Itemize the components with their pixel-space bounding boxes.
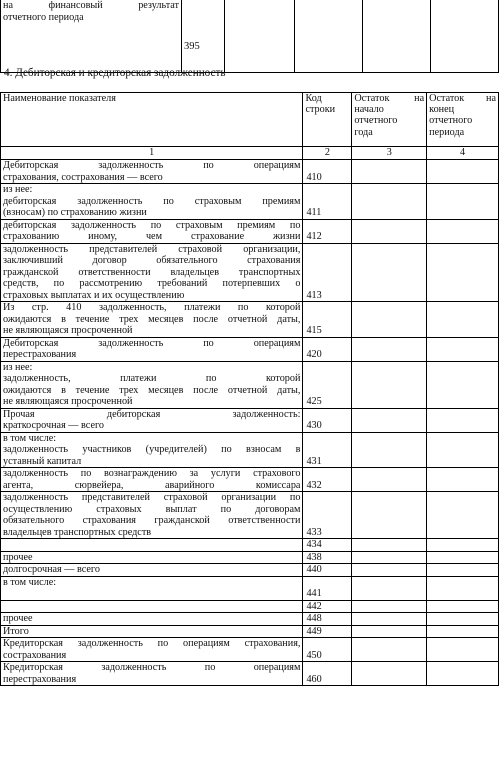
row-label-line: Кредиторская задолженность по операциям страхования, <box>3 638 301 649</box>
balance-end-cell[interactable] <box>427 564 499 577</box>
balance-end-cell[interactable] <box>427 638 499 662</box>
header-line: отчетного <box>354 115 398 127</box>
balance-start-cell[interactable] <box>352 361 427 408</box>
row-code: 412 <box>303 219 352 243</box>
balance-start-cell[interactable] <box>352 219 427 243</box>
row-label-line: в том числе: <box>3 432 57 444</box>
balance-end-cell[interactable] <box>427 302 499 338</box>
row-code: 438 <box>303 551 352 564</box>
row-label-line: из нее: <box>3 184 33 195</box>
table-row <box>1 468 499 492</box>
row-label-line: Дебиторская задолженность по операциям <box>3 160 301 171</box>
row-label-line: дебиторская задолженность по страховым премиям <box>3 195 301 207</box>
row-label-line: (взносам) по страхованию жизни <box>3 207 147 218</box>
row-label <box>1 662 303 686</box>
row-label-line: сострахования <box>3 649 67 661</box>
label-line <box>3 0 179 12</box>
row-label <box>1 625 303 638</box>
label-line: отчетного периода <box>3 11 84 23</box>
table-row <box>1 662 499 686</box>
value-cell[interactable] <box>363 0 431 73</box>
row-label-line: агента, сюрвейера, аварийного комиссара <box>3 479 301 491</box>
balance-end-cell[interactable] <box>427 662 499 686</box>
column-number: 2 <box>303 147 352 160</box>
row-code: 413 <box>303 243 352 302</box>
balance-start-cell[interactable] <box>352 662 427 686</box>
row-label-line: не являющаяся просроченной <box>3 325 133 336</box>
row-code: 432 <box>303 468 352 492</box>
header-line: Остаток на <box>354 93 425 104</box>
row-label <box>1 492 303 539</box>
row-label-line: осуществлению страховых выплат по договорам <box>3 503 301 515</box>
header-row <box>1 93 499 147</box>
table-row <box>1 243 499 302</box>
row-label-line: Прочая дебиторская задолженность: <box>3 408 301 420</box>
balance-start-cell[interactable] <box>352 492 427 539</box>
balance-end-cell[interactable] <box>427 576 499 600</box>
row-code: 420 <box>303 337 352 361</box>
header-line: строки <box>305 104 336 116</box>
label-word: финансовый <box>48 0 103 11</box>
table-row <box>1 432 499 468</box>
column-number: 3 <box>352 147 427 160</box>
row-label <box>1 551 303 564</box>
header-line: Остаток на <box>429 93 496 104</box>
value-cell[interactable] <box>431 0 499 73</box>
header-line: периода <box>429 126 465 138</box>
balance-end-cell[interactable] <box>427 492 499 539</box>
previous-table-fragment <box>0 0 499 73</box>
row-label-line: страховых выплатах и их осуществлению <box>3 289 185 301</box>
table-row <box>1 337 499 361</box>
table-row <box>1 492 499 539</box>
row-label-line: ожидаются в течение трех месяцев после отчетной даты, <box>3 313 301 325</box>
row-label-line <box>3 601 300 613</box>
table-row <box>1 564 499 577</box>
row-code: 410 <box>303 160 352 184</box>
balance-start-cell[interactable] <box>352 468 427 492</box>
row-code: 431 <box>303 432 352 468</box>
balance-start-cell[interactable] <box>352 576 427 600</box>
header-line: отчетного <box>429 115 473 127</box>
table-row <box>1 576 499 600</box>
balance-start-cell[interactable] <box>352 625 427 638</box>
row-label <box>1 160 303 184</box>
row-label-line: гражданской ответственности владельцев транспортных <box>3 266 301 278</box>
row-code: 450 <box>303 638 352 662</box>
row-label-line <box>3 539 300 551</box>
balance-end-cell[interactable] <box>427 613 499 626</box>
table-row <box>1 551 499 564</box>
row-code: 433 <box>303 492 352 539</box>
table-row <box>1 638 499 662</box>
balance-end-cell[interactable] <box>427 539 499 552</box>
balance-end-cell[interactable] <box>427 337 499 361</box>
row-label <box>1 219 303 243</box>
table-row <box>1 361 499 408</box>
row-code: 440 <box>303 564 352 577</box>
row-label <box>1 408 303 432</box>
row-label <box>1 613 303 626</box>
header-indicator-name: Наименование показателя <box>1 93 303 147</box>
balance-start-cell[interactable] <box>352 551 427 564</box>
row-label-line: Из стр. 410 задолженность, платежи по которой <box>3 302 301 313</box>
row-label-line: страхования, сострахования — всего <box>3 171 163 183</box>
row-code: 441 <box>303 576 352 600</box>
row-label <box>1 361 303 408</box>
balance-start-cell[interactable] <box>352 539 427 552</box>
row-label-line: дебиторская задолженность по страховым премиям по <box>3 219 301 231</box>
row-label <box>1 302 303 338</box>
table-row <box>1 0 499 73</box>
row-label <box>1 432 303 468</box>
table-row <box>1 539 499 552</box>
row-label-line: краткосрочная — всего <box>3 420 104 431</box>
row-label-line: задолженность, платежи по которой <box>3 373 301 384</box>
row-label-line: прочее <box>3 551 33 563</box>
balance-end-cell[interactable] <box>427 468 499 492</box>
table-row <box>1 302 499 338</box>
row-label <box>1 337 303 361</box>
table-row <box>1 625 499 638</box>
row-label-line: задолженность представителей страховой организации по <box>3 492 301 503</box>
row-label <box>1 0 182 73</box>
value-cell[interactable] <box>295 0 363 73</box>
balance-start-cell[interactable] <box>352 638 427 662</box>
balance-end-cell[interactable] <box>427 625 499 638</box>
balance-start-cell[interactable] <box>352 408 427 432</box>
label-word: результат <box>138 0 180 11</box>
row-label-line: уставный капитал <box>3 455 82 467</box>
row-label-line: Дебиторская задолженность по операциям <box>3 337 301 349</box>
row-code: 449 <box>303 625 352 638</box>
label-word: на <box>3 0 13 11</box>
balance-end-cell[interactable] <box>427 408 499 432</box>
header-line-code <box>303 93 352 147</box>
row-label-line: перестрахования <box>3 673 77 685</box>
row-label <box>1 468 303 492</box>
row-label-line <box>3 588 300 600</box>
header-line: Код <box>305 93 322 104</box>
row-code: 430 <box>303 408 352 432</box>
row-label-line: Итого <box>3 625 29 637</box>
table-row <box>1 613 499 626</box>
row-label-line: средств, по рассмотрению требований потерпевших о <box>3 278 301 289</box>
row-label-line: не являющаяся просроченной <box>3 396 133 407</box>
balance-end-cell[interactable] <box>427 160 499 184</box>
balance-start-cell[interactable] <box>352 243 427 302</box>
row-label-line: задолженность представителей страховой организации, <box>3 243 301 255</box>
row-label-line: в том числе: <box>3 576 57 588</box>
balance-start-cell[interactable] <box>352 600 427 613</box>
balance-start-cell[interactable] <box>352 184 427 220</box>
row-code: 395 <box>182 0 225 73</box>
row-label <box>1 638 303 662</box>
column-number: 1 <box>1 147 303 160</box>
balance-end-cell[interactable] <box>427 361 499 408</box>
balance-start-cell[interactable] <box>352 302 427 338</box>
row-label-line: прочее <box>3 613 33 624</box>
table-row <box>1 160 499 184</box>
row-label-line: страхованию иному, чем страхование жизни <box>3 231 301 242</box>
header-line: конец <box>429 104 455 116</box>
row-label-line: обязательного страхования гражданской ответственности <box>3 515 301 526</box>
table-row <box>1 184 499 220</box>
balance-start-cell[interactable] <box>352 564 427 577</box>
balance-end-cell[interactable] <box>427 219 499 243</box>
row-label-line: из нее: <box>3 361 33 373</box>
row-label <box>1 184 303 220</box>
row-label-line: задолженность по вознаграждению за услуги страхового <box>3 468 301 479</box>
column-number: 4 <box>427 147 499 160</box>
value-cell[interactable] <box>225 0 295 73</box>
row-label-line: перестрахования <box>3 349 77 360</box>
balance-end-cell[interactable] <box>427 551 499 564</box>
row-code: 442 <box>303 600 352 613</box>
row-code: 415 <box>303 302 352 338</box>
table-row <box>1 600 499 613</box>
row-label <box>1 243 303 302</box>
row-code: 448 <box>303 613 352 626</box>
row-label-line: Кредиторская задолженность по операциям <box>3 662 301 673</box>
header-balance-end <box>427 93 499 147</box>
balance-end-cell[interactable] <box>427 432 499 468</box>
table-row <box>1 219 499 243</box>
row-label-line: владельцев транспортных средств <box>3 526 152 538</box>
row-label <box>1 600 303 613</box>
row-code: 425 <box>303 361 352 408</box>
header-line: года <box>354 126 373 138</box>
column-number-row <box>1 147 499 160</box>
table-row <box>1 408 499 432</box>
row-label-line: ожидаются в течение трех месяцев после отчетной даты, <box>3 384 301 396</box>
row-code: 460 <box>303 662 352 686</box>
balance-start-cell[interactable] <box>352 432 427 468</box>
header-balance-start <box>352 93 427 147</box>
section-title: 4. Дебиторская и кредиторская задолженность <box>4 67 226 79</box>
row-label <box>1 576 303 600</box>
balance-end-cell[interactable] <box>427 184 499 220</box>
balance-end-cell[interactable] <box>427 600 499 613</box>
row-label <box>1 564 303 577</box>
balance-start-cell[interactable] <box>352 337 427 361</box>
balance-end-cell[interactable] <box>427 243 499 302</box>
row-label-line: долгосрочная — всего <box>3 564 100 575</box>
balance-start-cell[interactable] <box>352 160 427 184</box>
row-label <box>1 539 303 552</box>
row-label-line: задолженность участников (учредителей) по взносам в <box>3 444 301 455</box>
header-line: начало <box>354 104 384 116</box>
receivables-payables-table <box>0 92 499 686</box>
row-code: 411 <box>303 184 352 220</box>
row-code: 434 <box>303 539 352 552</box>
balance-start-cell[interactable] <box>352 613 427 626</box>
row-label-line: заключивший договор обязательного страхования <box>3 255 301 266</box>
